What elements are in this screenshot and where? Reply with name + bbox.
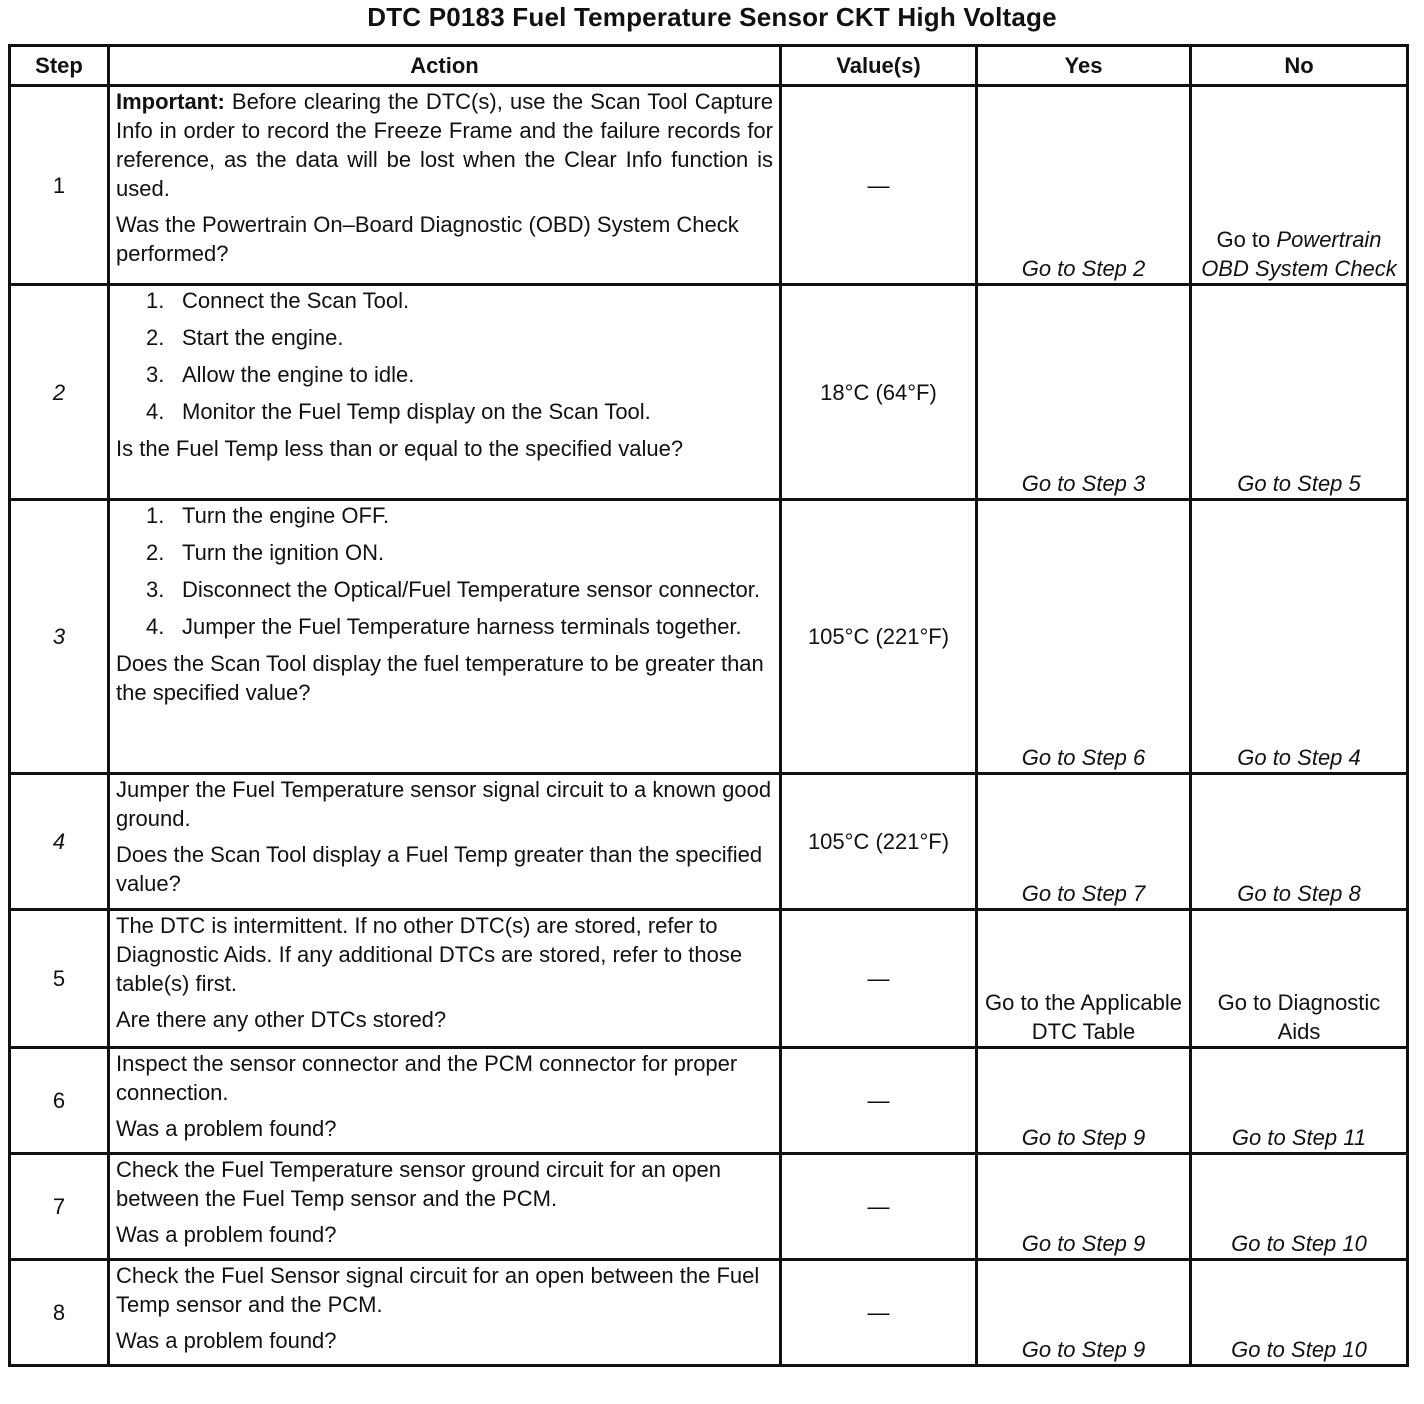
action-question: Are there any other DTCs stored? bbox=[116, 1007, 447, 1032]
yes-cell: Go to the Applicable DTC Table bbox=[977, 910, 1191, 1048]
no-cell: Go to Step 4 bbox=[1191, 500, 1408, 774]
action-question: Was a problem found? bbox=[116, 1116, 337, 1141]
action-cell bbox=[109, 285, 781, 500]
no-link: Powertrain OBD System Check bbox=[1201, 227, 1397, 281]
no-cell: Go to Step 8 bbox=[1191, 774, 1408, 910]
table-row bbox=[10, 285, 1408, 500]
table-row bbox=[10, 86, 1408, 285]
list-item: 1. Turn the engine OFF. bbox=[146, 503, 390, 528]
value-cell: — bbox=[781, 86, 977, 285]
action-cell bbox=[109, 1154, 781, 1260]
action-cell bbox=[109, 1048, 781, 1154]
table-row bbox=[10, 774, 1408, 910]
value-cell: — bbox=[781, 910, 977, 1048]
header-yes: Yes bbox=[977, 46, 1191, 86]
value-cell: 18°C (64°F) bbox=[781, 285, 977, 500]
diagnostic-table bbox=[8, 44, 1409, 1367]
action-cell bbox=[109, 500, 781, 774]
yes-cell: Go to Step 2 bbox=[977, 86, 1191, 285]
table-row bbox=[10, 500, 1408, 774]
value-cell: 105°C (221°F) bbox=[781, 500, 977, 774]
list-item: 1. Connect the Scan Tool. bbox=[146, 288, 410, 313]
yes-cell: Go to Step 9 bbox=[977, 1048, 1191, 1154]
yes-cell: Go to Step 3 bbox=[977, 285, 1191, 500]
list-item: 4. Jumper the Fuel Temperature harness terminals together. bbox=[146, 614, 742, 639]
step-number: 4 bbox=[10, 774, 109, 910]
action-steps bbox=[116, 286, 773, 426]
step-number: 5 bbox=[10, 910, 109, 1048]
header-step: Step bbox=[10, 46, 109, 86]
action-cell bbox=[109, 86, 781, 285]
action-cell bbox=[109, 774, 781, 910]
step-number: 8 bbox=[10, 1260, 109, 1366]
no-prefix: Go to bbox=[1216, 227, 1271, 252]
action-steps bbox=[116, 501, 773, 641]
yes-cell: Go to Step 9 bbox=[977, 1154, 1191, 1260]
value-cell: — bbox=[781, 1154, 977, 1260]
table-row bbox=[10, 910, 1408, 1048]
action-text: Inspect the sensor connector and the PCM connector for proper connection. bbox=[116, 1051, 738, 1105]
no-cell: Go to Step 10 bbox=[1191, 1260, 1408, 1366]
value-cell: 105°C (221°F) bbox=[781, 774, 977, 910]
action-question: Is the Fuel Temp less than or equal to the specified value? bbox=[116, 436, 684, 461]
list-item: 2. Turn the ignition ON. bbox=[146, 540, 385, 565]
no-cell bbox=[1191, 86, 1408, 285]
step-number: 3 bbox=[10, 500, 109, 774]
action-text: The DTC is intermittent. If no other DTC(s) are stored, refer to Diagnostic Aids. If any additional DTCs are stored, refer to those table(s) first. bbox=[116, 913, 743, 996]
yes-cell: Go to Step 7 bbox=[977, 774, 1191, 910]
value-cell: — bbox=[781, 1260, 977, 1366]
yes-cell: Go to Step 9 bbox=[977, 1260, 1191, 1366]
list-item: 3. Allow the engine to idle. bbox=[146, 362, 415, 387]
action-text: Check the Fuel Sensor signal circuit for an open between the Fuel Temp sensor and the PCM. bbox=[116, 1263, 760, 1317]
no-cell: Go to Diagnostic Aids bbox=[1191, 910, 1408, 1048]
action-text: Jumper the Fuel Temperature sensor signal circuit to a known good ground. bbox=[116, 777, 772, 831]
table-row bbox=[10, 1260, 1408, 1366]
no-cell: Go to Step 10 bbox=[1191, 1154, 1408, 1260]
important-text: Before clearing the DTC(s), use the Scan Tool Capture Info in order to record the Freeze Frame and the failure records for reference, as the data will be lost when the Clear Info function is used. bbox=[116, 89, 773, 201]
action-cell bbox=[109, 1260, 781, 1366]
page-title: DTC P0183 Fuel Temperature Sensor CKT High Voltage bbox=[367, 2, 1057, 32]
table-row bbox=[10, 1048, 1408, 1154]
table-row bbox=[10, 1154, 1408, 1260]
list-item: 3. Disconnect the Optical/Fuel Temperature sensor connector. bbox=[146, 577, 761, 602]
action-question: Was the Powertrain On–Board Diagnostic (OBD) System Check performed? bbox=[116, 212, 739, 266]
no-cell: Go to Step 5 bbox=[1191, 285, 1408, 500]
action-question: Does the Scan Tool display the fuel temperature to be greater than the specified value? bbox=[116, 651, 764, 705]
step-number: 2 bbox=[10, 285, 109, 500]
list-item: 2. Start the engine. bbox=[146, 325, 344, 350]
action-text: Check the Fuel Temperature sensor ground circuit for an open between the Fuel Temp sensor and the PCM. bbox=[116, 1157, 721, 1211]
header-values: Value(s) bbox=[781, 46, 977, 86]
step-number: 1 bbox=[10, 86, 109, 285]
action-text bbox=[116, 87, 773, 203]
no-cell: Go to Step 11 bbox=[1191, 1048, 1408, 1154]
action-question: Was a problem found? bbox=[116, 1328, 337, 1353]
yes-cell: Go to Step 6 bbox=[977, 500, 1191, 774]
action-cell bbox=[109, 910, 781, 1048]
list-item: 4. Monitor the Fuel Temp display on the Scan Tool. bbox=[146, 399, 651, 424]
important-label: Important: bbox=[116, 89, 225, 114]
value-cell: — bbox=[781, 1048, 977, 1154]
step-number: 6 bbox=[10, 1048, 109, 1154]
header-action: Action bbox=[109, 46, 781, 86]
header-no: No bbox=[1191, 46, 1408, 86]
header-row bbox=[10, 46, 1408, 86]
action-question: Does the Scan Tool display a Fuel Temp greater than the specified value? bbox=[116, 842, 763, 896]
step-number: 7 bbox=[10, 1154, 109, 1260]
action-question: Was a problem found? bbox=[116, 1222, 337, 1247]
